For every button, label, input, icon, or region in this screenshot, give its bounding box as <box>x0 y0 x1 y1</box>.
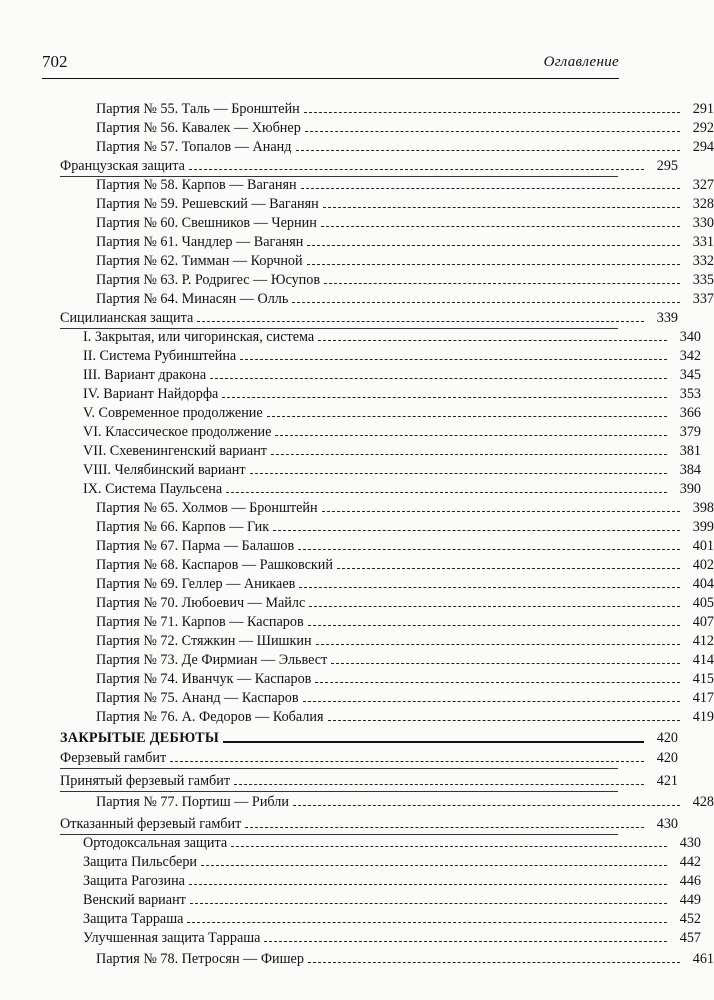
toc-entry <box>0 613 714 632</box>
toc-entry-title: Партия № 65. Холмов — Бронштейн <box>96 500 318 516</box>
dot-leader <box>301 187 680 189</box>
dot-leader <box>307 263 680 265</box>
dot-leader <box>307 244 680 246</box>
toc-entry-title: Защита Рагозина <box>83 873 185 889</box>
toc-entry <box>0 461 701 480</box>
toc-entry-title: IX. Система Паульсена <box>83 481 223 497</box>
toc-entry <box>0 651 714 670</box>
toc-entry <box>0 214 714 233</box>
toc-entry-title: Защита Тарраша <box>83 911 184 927</box>
toc-entry <box>0 853 701 872</box>
toc-entry <box>0 233 714 252</box>
toc-entry-page: 332 <box>692 253 714 269</box>
toc-entry <box>0 537 714 556</box>
toc-entry-page: 327 <box>692 177 714 193</box>
toc-entry <box>0 328 701 347</box>
toc-entry-page: 420 <box>656 750 678 766</box>
toc-entry-title: Защита Пильсбери <box>83 854 198 870</box>
toc-entry-page: 384 <box>679 462 701 478</box>
toc-entry <box>0 176 714 195</box>
toc-entry-page: 442 <box>679 854 701 870</box>
dot-leader <box>298 548 680 550</box>
toc-entry-page: 457 <box>679 930 701 946</box>
toc-entry-page: 294 <box>692 139 714 155</box>
toc-entry-title: Улучшенная защита Тарраша <box>83 930 261 946</box>
toc-entry-page: 401 <box>692 538 714 554</box>
toc-entry <box>0 290 714 309</box>
toc-entry <box>0 195 714 214</box>
toc-entry <box>0 499 714 518</box>
toc-entry-page: 452 <box>679 911 701 927</box>
dot-leader <box>315 681 680 683</box>
toc-entry-page: 353 <box>679 386 701 402</box>
toc-entry-page: 381 <box>679 443 701 459</box>
toc-entry-title: VII. Схевенингенский вариант <box>83 443 268 459</box>
toc-entry-title: Партия № 60. Свешников — Чернин <box>96 215 317 231</box>
toc-entry-title: Партия № 55. Таль — Бронштейн <box>96 101 300 117</box>
toc-entry <box>0 385 701 404</box>
toc-entry <box>0 366 701 385</box>
toc-entry-page: 415 <box>692 671 714 687</box>
dot-leader <box>308 961 680 963</box>
dot-leader <box>322 510 680 512</box>
toc-entry <box>0 100 714 119</box>
toc-entry-page: 399 <box>692 519 714 535</box>
dot-leader <box>234 783 644 785</box>
toc-entry <box>0 729 678 748</box>
toc-entry-title: Партия № 78. Петросян — Фишер <box>96 951 304 967</box>
toc-entry-page: 366 <box>679 405 701 421</box>
dot-leader <box>240 358 667 360</box>
toc-entry-title: Партия № 57. Топалов — Ананд <box>96 139 292 155</box>
dot-leader <box>309 605 680 607</box>
toc-entry <box>0 404 701 423</box>
toc-entry-title: Отказанный ферзевый гамбит <box>60 816 242 832</box>
dot-leader <box>304 111 680 113</box>
dot-leader <box>316 643 680 645</box>
toc-entry <box>0 834 701 853</box>
toc-entry-title: Ортодоксальная защита <box>83 835 228 851</box>
toc-entry-page: 405 <box>692 595 714 611</box>
toc-entry <box>0 594 714 613</box>
toc-entry <box>0 910 701 929</box>
page-number: 702 <box>42 52 68 71</box>
toc-entry-page: 398 <box>692 500 714 516</box>
toc-entry-title: Партия № 76. А. Федоров — Кобалия <box>96 709 324 725</box>
toc-entry <box>0 815 678 834</box>
toc-entry-page: 295 <box>656 158 678 174</box>
toc-entry-title: Партия № 59. Решевский — Ваганян <box>96 196 319 212</box>
toc-entry-page: 412 <box>692 633 714 649</box>
toc-entry-title: Принятый ферзевый гамбит <box>60 773 231 789</box>
toc-entry-title: Партия № 75. Ананд — Каспаров <box>96 690 299 706</box>
dot-leader <box>303 700 680 702</box>
toc-entry-title: Французская защита <box>60 158 185 174</box>
toc-entry-page: 461 <box>692 951 714 967</box>
toc-entry-title: Партия № 68. Каспаров — Рашковский <box>96 557 333 573</box>
dot-leader <box>189 168 644 170</box>
dot-leader <box>267 415 667 417</box>
toc-entry-title: Партия № 69. Геллер — Аникаев <box>96 576 296 592</box>
dot-leader <box>299 586 680 588</box>
toc-entry <box>0 309 678 328</box>
toc-entry <box>0 252 714 271</box>
dot-leader <box>201 864 667 866</box>
toc-entry-title: Сицилианская защита <box>60 310 194 326</box>
dot-leader <box>187 921 667 923</box>
dot-leader <box>328 719 680 721</box>
toc-entry-title: Партия № 62. Тимман — Корчной <box>96 253 303 269</box>
toc-entry <box>0 891 701 910</box>
toc-entry-title: Партия № 72. Стяжкин — Шишкин <box>96 633 312 649</box>
toc-entry <box>0 119 714 138</box>
toc-entry <box>0 708 714 727</box>
toc-entry <box>0 556 714 575</box>
toc-entry <box>0 670 714 689</box>
toc-entry-title: Партия № 64. Минасян — Олль <box>96 291 289 307</box>
toc-entry <box>0 271 714 290</box>
toc-entry-page: 446 <box>679 873 701 889</box>
toc-entry-page: 342 <box>679 348 701 364</box>
toc-entry-page: 428 <box>692 794 714 810</box>
toc-entry <box>0 138 714 157</box>
toc-entry-title: III. Вариант дракона <box>83 367 207 383</box>
toc-entry-page: 430 <box>679 835 701 851</box>
dot-leader <box>190 902 667 904</box>
toc-entry-page: 430 <box>656 816 678 832</box>
toc-entry-title: IV. Вариант Найдорфа <box>83 386 219 402</box>
toc-entry-title: Венский вариант <box>83 892 186 908</box>
toc-entry-title: Партия № 77. Портиш — Рибли <box>96 794 289 810</box>
toc-entry-page: 328 <box>692 196 714 212</box>
dot-leader <box>210 377 667 379</box>
dot-leader <box>292 301 680 303</box>
toc-entry <box>0 689 714 708</box>
dot-leader <box>323 206 680 208</box>
toc-entry-page: 330 <box>692 215 714 231</box>
toc-entry <box>0 749 678 768</box>
toc-entry <box>0 157 678 176</box>
dot-leader <box>324 282 680 284</box>
dot-leader <box>296 149 681 151</box>
toc-entry-page: 291 <box>692 101 714 117</box>
toc-entry-page: 404 <box>692 576 714 592</box>
toc-entry-title: Партия № 73. Де Фирмиан — Эльвест <box>96 652 328 668</box>
toc-entry-title: Партия № 56. Кавалек — Хюбнер <box>96 120 301 136</box>
toc-entry-page: 421 <box>656 773 678 789</box>
dot-leader <box>189 883 667 885</box>
toc-entry-page: 419 <box>692 709 714 725</box>
toc-entry <box>0 929 701 948</box>
toc-entry-page: 292 <box>692 120 714 136</box>
toc-entry <box>0 950 714 969</box>
toc-entry-title: Партия № 66. Карпов — Гик <box>96 519 270 535</box>
dot-leader <box>271 453 667 455</box>
dot-leader <box>305 130 680 132</box>
toc-entry-page: 340 <box>679 329 701 345</box>
toc-entry-page: 449 <box>679 892 701 908</box>
toc-entry-title: Партия № 71. Карпов — Каспаров <box>96 614 304 630</box>
dot-leader <box>245 826 644 828</box>
toc-entry <box>0 872 701 891</box>
toc-entry-title: Партия № 58. Карпов — Ваганян <box>96 177 297 193</box>
toc-entry <box>0 575 714 594</box>
section-rule <box>60 791 618 792</box>
section-rule <box>60 768 618 769</box>
page-header <box>42 52 619 79</box>
dot-leader <box>264 940 667 942</box>
toc-entry <box>0 772 678 791</box>
toc-entry <box>0 793 714 812</box>
toc-entry-page: 331 <box>692 234 714 250</box>
dot-leader <box>197 320 644 322</box>
dot-leader <box>331 662 680 664</box>
toc-entry <box>0 442 701 461</box>
toc-entry-title: ЗАКРЫТЫЕ ДЕБЮТЫ <box>60 730 220 746</box>
toc-entry <box>0 518 714 537</box>
toc-entry-page: 414 <box>692 652 714 668</box>
toc-entry-title: I. Закрытая, или чигоринская, система <box>83 329 315 345</box>
dot-leader <box>170 760 644 762</box>
toc-entry-page: 335 <box>692 272 714 288</box>
toc-entry-page: 417 <box>692 690 714 706</box>
dot-leader <box>293 804 680 806</box>
toc-entry-title: Партия № 63. Р. Родригес — Юсупов <box>96 272 321 288</box>
toc-entry-title: VIII. Челябинский вариант <box>83 462 246 478</box>
toc-entry-page: 402 <box>692 557 714 573</box>
toc-entry-title: Ферзевый гамбит <box>60 750 167 766</box>
toc-entry-page: 407 <box>692 614 714 630</box>
toc-entry-title: Партия № 61. Чандлер — Ваганян <box>96 234 304 250</box>
toc-entry <box>0 480 701 499</box>
running-title: Оглавление <box>543 54 619 70</box>
dot-leader <box>308 624 680 626</box>
dot-leader <box>275 434 667 436</box>
dot-leader <box>226 491 667 493</box>
toc-entry-title: Партия № 74. Иванчук — Каспаров <box>96 671 312 687</box>
toc-entry-title: VI. Классическое продолжение <box>83 424 272 440</box>
dot-leader <box>321 225 680 227</box>
toc-entry-page: 339 <box>656 310 678 326</box>
toc-entry-title: V. Современное продолжение <box>83 405 263 421</box>
toc-entry-title: II. Система Рубинштейна <box>83 348 237 364</box>
dot-leader <box>318 339 667 341</box>
toc-entry <box>0 632 714 651</box>
toc-entry-title: Партия № 67. Парма — Балашов <box>96 538 295 554</box>
dot-leader <box>273 529 680 531</box>
dot-leader <box>250 472 667 474</box>
toc-entry-page: 345 <box>679 367 701 383</box>
toc-entry-page: 337 <box>692 291 714 307</box>
toc-entry-page: 379 <box>679 424 701 440</box>
toc-entry-title: Партия № 70. Любоевич — Майлс <box>96 595 306 611</box>
dot-leader <box>222 396 667 398</box>
dot-leader <box>231 845 667 847</box>
dot-leader <box>223 740 644 743</box>
toc-entry-page: 390 <box>679 481 701 497</box>
toc-entry-page: 420 <box>656 730 678 746</box>
toc-entry <box>0 423 701 442</box>
toc-entry <box>0 347 701 366</box>
dot-leader <box>337 567 680 569</box>
